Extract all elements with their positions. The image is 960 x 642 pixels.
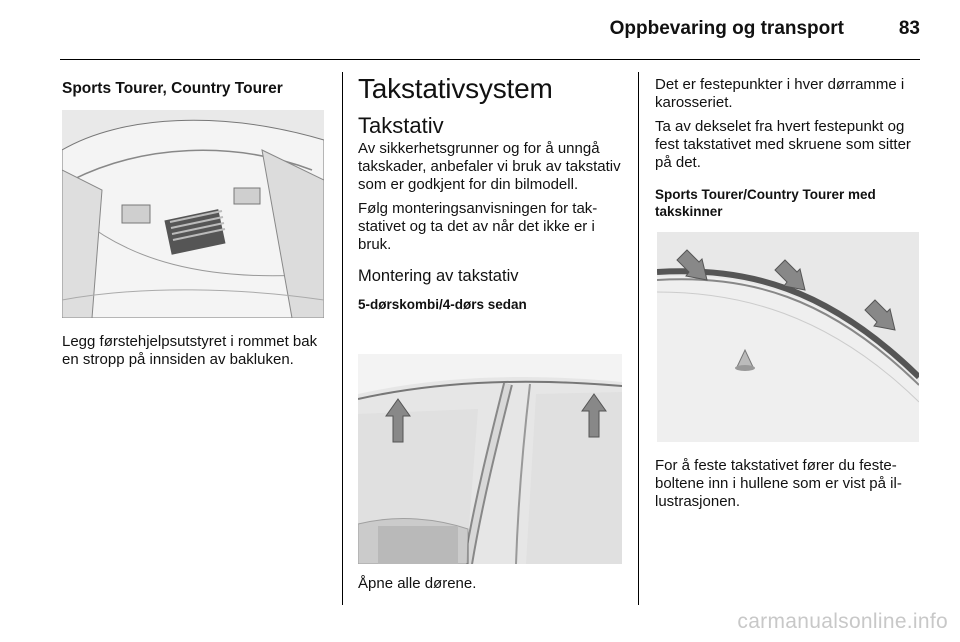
col2-para1: Av sikkerhetsgrunner og for å unngå takskader, anbefaler vi bruk av takstativ som er godkjent for din bilmodell.	[358, 140, 621, 193]
mounting-heading: Montering av takstativ	[358, 267, 519, 285]
column-divider-1	[342, 72, 343, 605]
column-1	[62, 80, 324, 98]
section-subtitle: Takstativ	[358, 113, 444, 138]
roof-rail-label: Sports Tourer/Country Tourer med takskinner	[655, 187, 876, 219]
column-2	[358, 73, 622, 313]
illustration-door-frame-points	[358, 354, 622, 564]
illustration-roof-rails	[657, 232, 919, 442]
col1-heading: Sports Tourer, Country Tourer	[62, 80, 283, 97]
section-title: Takstativsystem	[358, 73, 553, 104]
column-1-text	[62, 333, 324, 369]
col2-caption: Åpne alle dørene.	[358, 575, 477, 592]
sedan-label: 5-dørskombi/4-dørs sedan	[358, 297, 527, 312]
col3-caption: For å feste takstativet fører du festeboltene inn i hullene som er vist på illustrasjonen.	[655, 457, 902, 510]
column-divider-2	[638, 72, 639, 605]
page-number: 83	[898, 18, 920, 39]
illustration-tailgate-first-aid	[62, 110, 324, 318]
col2-para2: Følg monteringsanvisningen for takstativet og ta det av når det ikke er i bruk.	[358, 200, 598, 253]
page-header	[0, 0, 960, 60]
col3-para1: Det er festepunkter i hver dørramme i karosseriet.	[655, 76, 905, 111]
column-3-caption	[655, 457, 923, 511]
column-2-caption	[358, 575, 622, 593]
header-title: Oppbevaring og transport	[609, 18, 844, 39]
watermark: carmanualsonline.info	[737, 610, 948, 633]
col1-body: Legg førstehjelpsutstyret i rommet bak en stropp på innsiden av bakluken.	[62, 333, 318, 368]
col3-para2: Ta av dekselet fra hvert festepunkt og fest takstativet med skruene som sitter på det.	[655, 118, 911, 171]
column-3	[655, 76, 923, 220]
header-rule	[60, 59, 920, 60]
